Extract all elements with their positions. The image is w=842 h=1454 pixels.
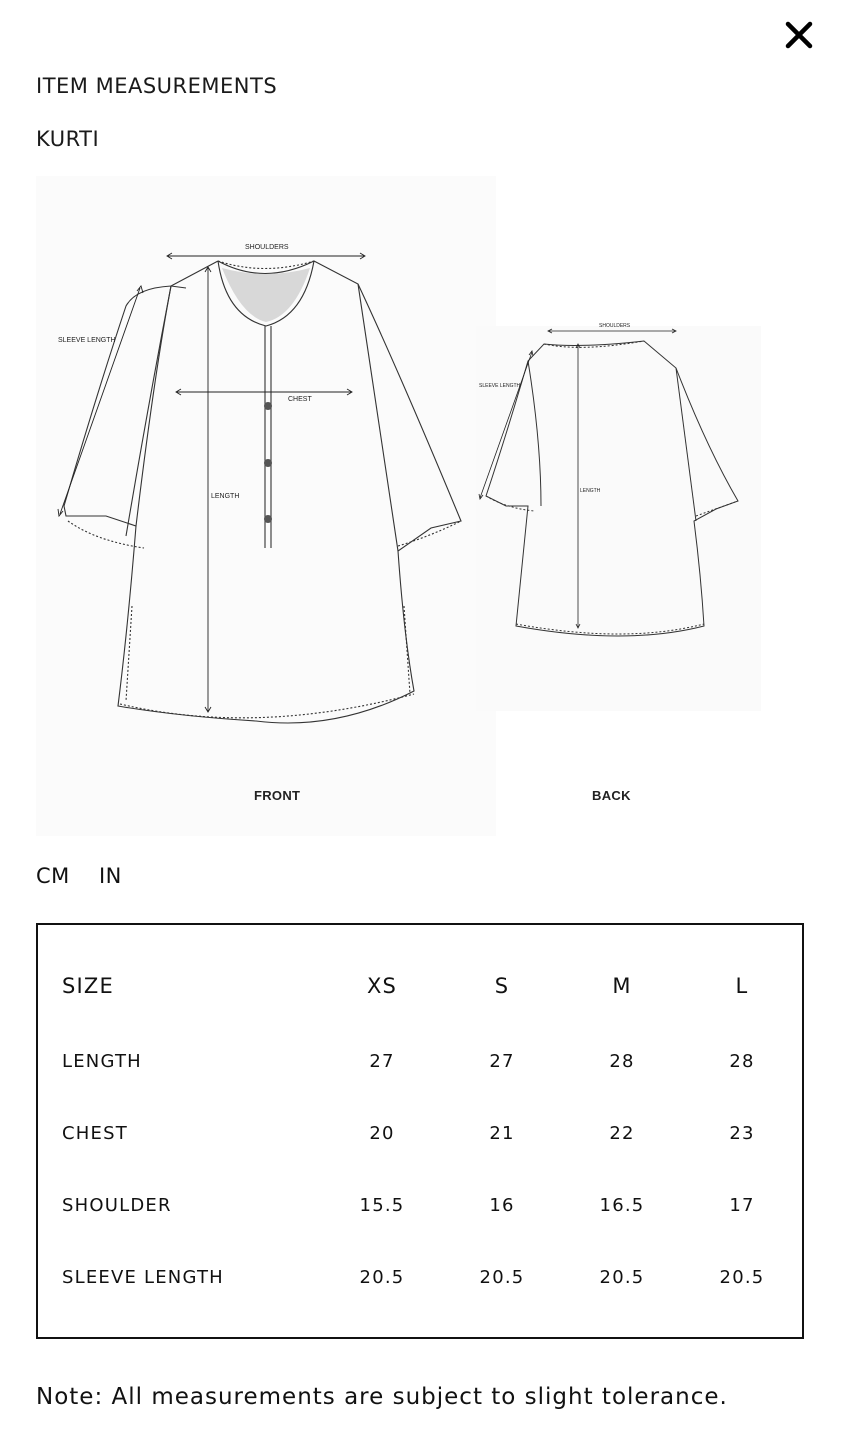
table-cell: 20.5 — [479, 1266, 525, 1288]
table-row — [62, 1241, 802, 1313]
size-column-m: M — [612, 974, 632, 998]
unit-option-in[interactable]: IN — [98, 864, 122, 888]
row-label: SLEEVE LENGTH — [62, 1266, 224, 1288]
table-cell: 22 — [609, 1122, 635, 1144]
size-column-l: L — [735, 974, 749, 998]
size-header-label: SIZE — [62, 974, 114, 998]
table-cell: 16.5 — [599, 1194, 645, 1216]
size-column-s: S — [494, 974, 510, 998]
page-title: ITEM MEASUREMENTS — [36, 74, 278, 98]
front-length-callout: LENGTH — [211, 493, 240, 500]
table-cell: 17 — [729, 1194, 755, 1216]
row-label: SHOULDER — [62, 1194, 172, 1216]
table-cell: 15.5 — [359, 1194, 405, 1216]
size-column-xs: XS — [366, 974, 398, 998]
table-row — [62, 1097, 802, 1169]
close-button[interactable] — [782, 18, 816, 52]
back-length-callout: LENGTH — [580, 488, 601, 494]
tolerance-note: Note: All measurements are subject to slight tolerance. — [36, 1384, 728, 1410]
table-row — [62, 1025, 802, 1097]
front-sleeve-callout: SLEEVE LENGTH — [58, 337, 116, 344]
size-table — [62, 947, 802, 1313]
table-cell: 20.5 — [359, 1266, 405, 1288]
table-cell: 27 — [369, 1050, 395, 1072]
table-cell: 16 — [489, 1194, 515, 1216]
table-cell: 28 — [729, 1050, 755, 1072]
table-cell: 28 — [609, 1050, 635, 1072]
front-shoulders-callout: SHOULDERS — [245, 244, 289, 251]
front-chest-callout: CHEST — [288, 396, 312, 403]
unit-toggle — [36, 864, 144, 888]
back-shoulders-callout: SHOULDERS — [599, 323, 631, 329]
table-cell: 20 — [369, 1122, 395, 1144]
table-header-row — [62, 947, 802, 1025]
front-label: FRONT — [254, 788, 301, 803]
size-chart — [36, 923, 804, 1339]
table-cell: 21 — [489, 1122, 515, 1144]
measurement-illustration — [36, 176, 766, 836]
close-icon — [782, 18, 816, 52]
table-cell: 27 — [489, 1050, 515, 1072]
table-cell: 20.5 — [599, 1266, 645, 1288]
row-label: CHEST — [62, 1122, 128, 1144]
table-row — [62, 1169, 802, 1241]
table-cell: 23 — [729, 1122, 755, 1144]
back-label: BACK — [592, 788, 631, 803]
back-sleeve-callout: SLEEVE LENGTH — [479, 383, 521, 389]
unit-option-cm[interactable]: CM — [36, 864, 70, 888]
row-label: LENGTH — [62, 1050, 142, 1072]
table-cell: 20.5 — [719, 1266, 765, 1288]
product-name: KURTI — [36, 127, 100, 151]
